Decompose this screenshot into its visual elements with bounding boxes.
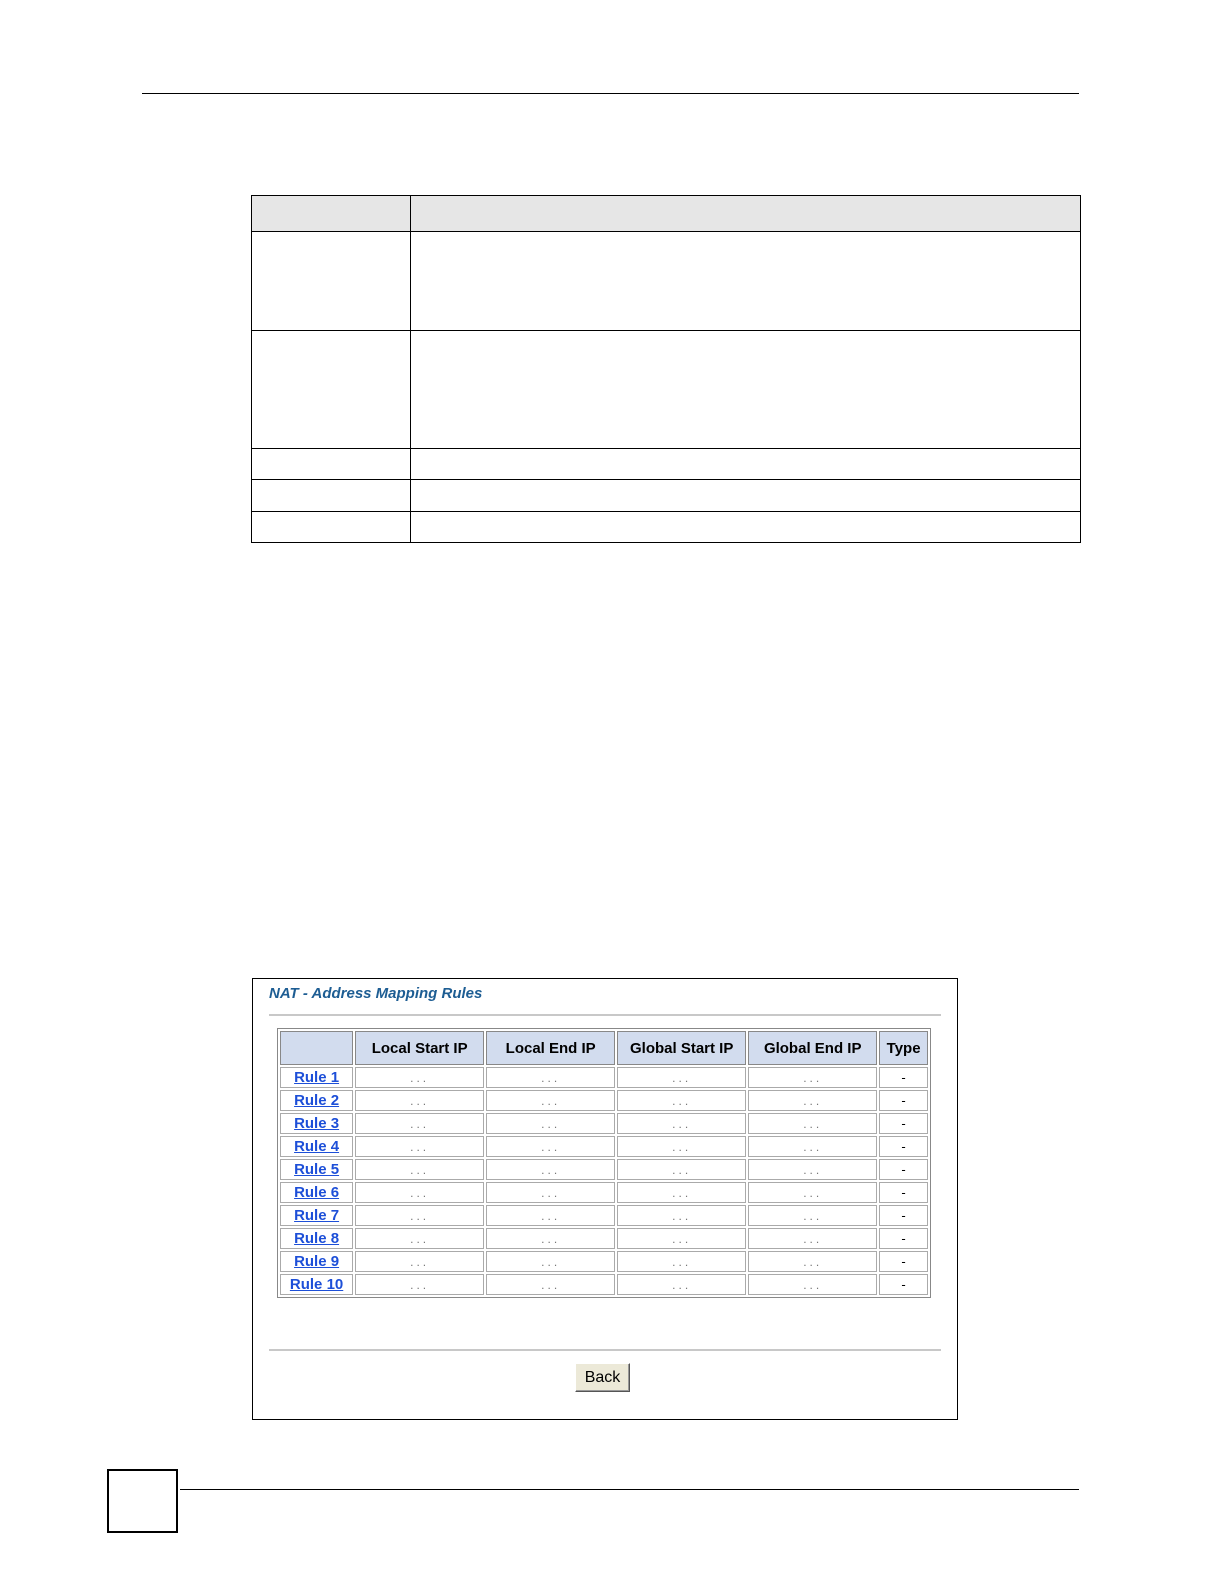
global-start-ip-cell: ...	[617, 1228, 746, 1249]
local-start-ip-cell: ...	[355, 1159, 484, 1180]
table-row	[280, 1228, 928, 1249]
rule-cell	[280, 1274, 353, 1295]
type-cell: -	[879, 1136, 928, 1157]
rule-cell	[280, 1251, 353, 1272]
table-row	[280, 1205, 928, 1226]
column-header-local-end-ip: Local End IP	[486, 1031, 615, 1065]
column-header-type: Type	[879, 1031, 928, 1065]
global-start-ip-cell: ...	[617, 1182, 746, 1203]
rule-link[interactable]: Rule 9	[294, 1253, 340, 1270]
rules-table-body	[280, 1067, 928, 1295]
address-mapping-rules-table	[277, 1028, 931, 1298]
table-row	[280, 1159, 928, 1180]
rule-cell	[280, 1228, 353, 1249]
local-end-ip-cell: ...	[486, 1251, 615, 1272]
table-header-row	[280, 1031, 928, 1065]
type-cell: -	[879, 1067, 928, 1088]
label-cell	[252, 480, 411, 512]
type-cell: -	[879, 1182, 928, 1203]
global-end-ip-cell: ...	[748, 1228, 877, 1249]
page-number-box	[107, 1469, 178, 1533]
description-cell	[411, 480, 1081, 512]
title-divider	[269, 1014, 941, 1016]
back-button[interactable]: Back	[575, 1363, 630, 1392]
global-start-ip-cell: ...	[617, 1159, 746, 1180]
description-row	[252, 512, 1081, 543]
rule-link[interactable]: Rule 2	[294, 1092, 340, 1109]
rule-link[interactable]: Rule 6	[294, 1184, 340, 1201]
local-start-ip-cell: ...	[355, 1228, 484, 1249]
local-end-ip-cell: ...	[486, 1159, 615, 1180]
type-cell: -	[879, 1228, 928, 1249]
local-start-ip-cell: ...	[355, 1090, 484, 1111]
type-cell: -	[879, 1090, 928, 1111]
description-cell	[411, 232, 1081, 331]
table-row	[280, 1136, 928, 1157]
column-header-local-start-ip: Local Start IP	[355, 1031, 484, 1065]
rule-link[interactable]: Rule 10	[289, 1276, 344, 1293]
local-end-ip-cell: ...	[486, 1113, 615, 1134]
type-cell: -	[879, 1251, 928, 1272]
header-rule	[142, 93, 1079, 94]
global-start-ip-cell: ...	[617, 1113, 746, 1134]
table-row	[280, 1067, 928, 1088]
local-end-ip-cell: ...	[486, 1136, 615, 1157]
global-end-ip-cell: ...	[748, 1159, 877, 1180]
global-start-ip-cell: ...	[617, 1090, 746, 1111]
description-row	[252, 449, 1081, 480]
global-start-ip-cell: ...	[617, 1274, 746, 1295]
local-end-ip-cell: ...	[486, 1090, 615, 1111]
global-end-ip-cell: ...	[748, 1205, 877, 1226]
local-start-ip-cell: ...	[355, 1182, 484, 1203]
description-table	[251, 195, 1081, 543]
column-header-global-end-ip: Global End IP	[748, 1031, 877, 1065]
rule-cell	[280, 1182, 353, 1203]
label-cell	[252, 512, 411, 543]
description-row	[252, 480, 1081, 512]
local-start-ip-cell: ...	[355, 1274, 484, 1295]
local-end-ip-cell: ...	[486, 1182, 615, 1203]
table-row	[280, 1090, 928, 1111]
footer-rule	[180, 1489, 1079, 1490]
rule-cell	[280, 1205, 353, 1226]
column-header	[280, 1031, 353, 1065]
header-cell	[252, 196, 411, 232]
rule-cell	[280, 1090, 353, 1111]
local-end-ip-cell: ...	[486, 1205, 615, 1226]
global-end-ip-cell: ...	[748, 1136, 877, 1157]
description-cell	[411, 512, 1081, 543]
header-cell	[411, 196, 1081, 232]
local-start-ip-cell: ...	[355, 1251, 484, 1272]
screen-title: NAT - Address Mapping Rules	[269, 985, 483, 1002]
table-row	[280, 1182, 928, 1203]
type-cell: -	[879, 1205, 928, 1226]
type-cell: -	[879, 1274, 928, 1295]
local-end-ip-cell: ...	[486, 1274, 615, 1295]
footer-divider	[269, 1349, 941, 1351]
global-start-ip-cell: ...	[617, 1136, 746, 1157]
local-end-ip-cell: ...	[486, 1067, 615, 1088]
global-start-ip-cell: ...	[617, 1251, 746, 1272]
global-end-ip-cell: ...	[748, 1067, 877, 1088]
description-row	[252, 331, 1081, 449]
local-end-ip-cell: ...	[486, 1228, 615, 1249]
description-cell	[411, 331, 1081, 449]
rule-cell	[280, 1067, 353, 1088]
global-start-ip-cell: ...	[617, 1067, 746, 1088]
global-end-ip-cell: ...	[748, 1182, 877, 1203]
table-row	[280, 1113, 928, 1134]
label-cell	[252, 331, 411, 449]
global-end-ip-cell: ...	[748, 1090, 877, 1111]
global-end-ip-cell: ...	[748, 1113, 877, 1134]
rule-link[interactable]: Rule 8	[294, 1230, 340, 1247]
rule-cell	[280, 1136, 353, 1157]
local-start-ip-cell: ...	[355, 1113, 484, 1134]
description-row	[252, 232, 1081, 331]
local-start-ip-cell: ...	[355, 1136, 484, 1157]
type-cell: -	[879, 1113, 928, 1134]
global-start-ip-cell: ...	[617, 1205, 746, 1226]
global-end-ip-cell: ...	[748, 1251, 877, 1272]
rule-link[interactable]: Rule 7	[294, 1207, 340, 1224]
rule-link[interactable]: Rule 4	[294, 1138, 340, 1155]
nat-address-mapping-screen	[252, 978, 958, 1420]
table-row	[280, 1251, 928, 1272]
table-row	[280, 1274, 928, 1295]
label-cell	[252, 449, 411, 480]
description-cell	[411, 449, 1081, 480]
rule-link[interactable]: Rule 3	[294, 1115, 340, 1132]
global-end-ip-cell: ...	[748, 1274, 877, 1295]
local-start-ip-cell: ...	[355, 1205, 484, 1226]
rule-cell	[280, 1159, 353, 1180]
description-table-header	[252, 196, 1081, 232]
column-header-global-start-ip: Global Start IP	[617, 1031, 746, 1065]
label-cell	[252, 232, 411, 331]
local-start-ip-cell: ...	[355, 1067, 484, 1088]
rule-link[interactable]: Rule 5	[294, 1161, 340, 1178]
type-cell: -	[879, 1159, 928, 1180]
rule-cell	[280, 1113, 353, 1134]
rule-link[interactable]: Rule 1	[294, 1069, 340, 1086]
